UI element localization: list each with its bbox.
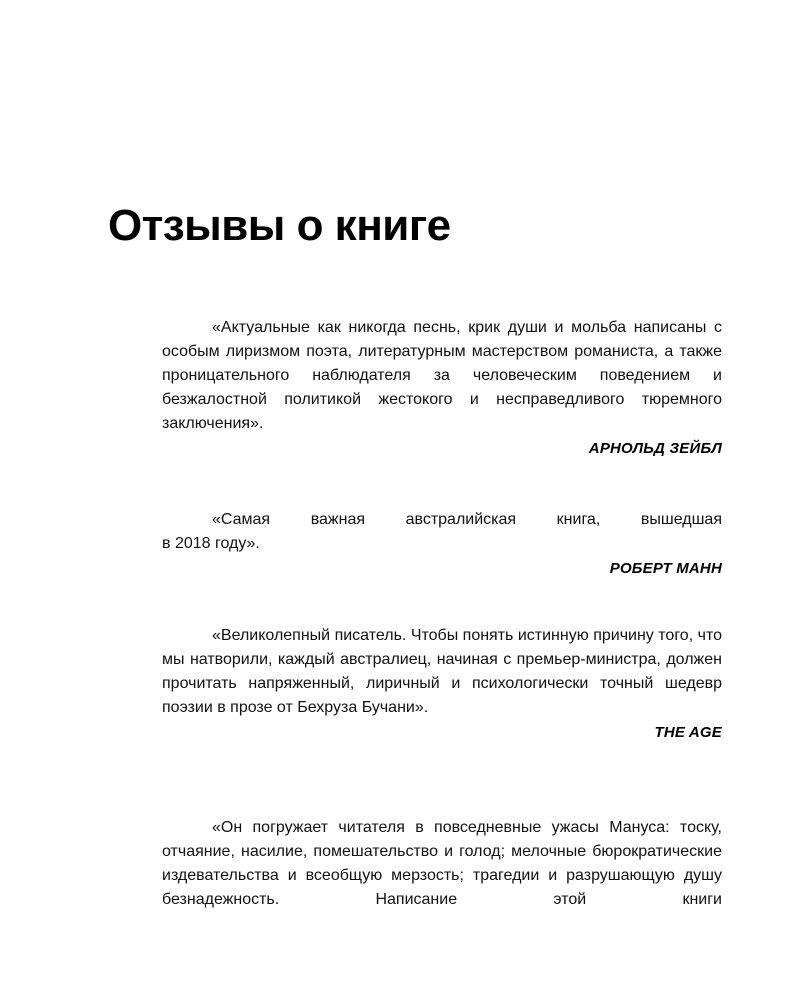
review-author: THE AGE: [654, 724, 722, 741]
review-quote: «Актуальные как никогда песнь, крик души и мольба написаны с особым лиризмом поэта, литературным мастерством романиста, а также проницательного наблюдателя за человеческим поведением и безжалостной политикой жестокого и несправедливого тюремного заключения».: [162, 319, 722, 432]
review-author: РОБЕРТ МАНН: [609, 560, 722, 577]
review-fourth: [162, 816, 722, 912]
review-quote: «Он погружает читателя в повседневные ужасы Мануса: тоску, отчаяние, насилие, помешательство и голод; мелочные бюрократические издевательства и всеобщую мерзость; трагедии и разрушающую душу безнадежность. Написание этой книги: [162, 819, 722, 908]
review-quote-line-2: в 2018 году».: [162, 535, 260, 552]
review-quote: [162, 508, 722, 556]
page-title: Отзывы о книге: [108, 201, 451, 250]
review-quote: «Великолепный писатель. Чтобы понять истинную причину того, что мы натворили, каждый австралиец, начиная с премьер-министра, должен прочитать напряженный, лиричный и психологически точный шедевр поэзии в прозе от Бехруза Бучани».: [162, 627, 722, 716]
review-arnold-zable: [162, 316, 722, 460]
review-robert-mann: [162, 508, 722, 580]
review-the-age: [162, 624, 722, 744]
review-author: АРНОЛЬД ЗЕЙБЛ: [588, 440, 722, 457]
review-quote-line-1: «Самая важная австралийская книга, вышедшая: [212, 511, 722, 528]
